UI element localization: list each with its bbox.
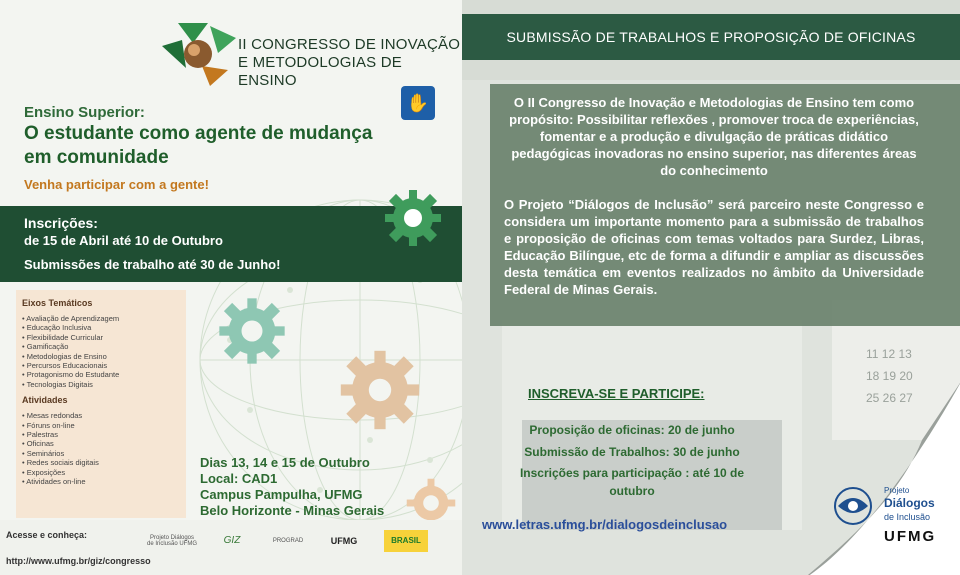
paragraph-project: O Projeto “Diálogos de Inclusão” será parceiro neste Congresso e considera um importante momento para a submissão de trabalhos e proposição de oficinas com temas voltados para Surdez, Libras, Educação Bilíngue, etc de forma a difundir e ampliar as discussões desta temática em eventos realizados no âmbito da Universidade Federal de Minas Gerais.	[504, 197, 924, 297]
projeto-subname: de Inclusão	[884, 512, 931, 522]
themes-activities-box	[16, 290, 186, 518]
left-poster	[0, 0, 462, 575]
eixos-list	[22, 314, 180, 389]
partner-logo-ufmg: UFMG	[330, 536, 358, 546]
eixos-title: Eixos Temáticos	[22, 298, 93, 308]
congress-link[interactable]: http://www.ufmg.br/giz/congresso	[6, 556, 151, 566]
congress-title-line2: E METODOLOGIAS DE ENSINO	[238, 54, 402, 89]
headline: O estudante como agente de mudança em comunidade	[24, 123, 373, 168]
list-item: • Oficinas	[22, 439, 180, 448]
list-item: • Gamificação	[22, 342, 180, 351]
inscricoes-dates: de 15 de Abril até 10 de Outubro	[24, 233, 223, 248]
gear-icon	[217, 296, 287, 366]
list-item: • Mesas redondas	[22, 411, 180, 420]
partner-logo-brasil: BRASIL	[384, 530, 428, 552]
congress-title-line1: II CONGRESSO DE INOVAÇÃO	[238, 36, 461, 53]
inscricoes-title: Inscrições:	[24, 215, 98, 231]
projeto-label: Projeto	[884, 486, 910, 495]
submissoes-deadline: Submissões de trabalho até 30 de Junho!	[24, 257, 281, 272]
list-item: • Redes sociais digitais	[22, 458, 180, 467]
subtitle: Ensino Superior:	[24, 104, 145, 121]
partner-logo-giz: GIZ	[223, 535, 241, 546]
gear-icon	[383, 188, 443, 248]
right-poster	[462, 0, 960, 575]
acesse-label: Acesse e conheça:	[6, 530, 88, 540]
list-item: • Tecnologias Digitais	[22, 380, 180, 389]
left-footer	[0, 520, 462, 575]
event-city: Belo Horizonte - Minas Gerais	[200, 503, 385, 518]
list-item: • Metodologias de Ensino	[22, 352, 180, 361]
list-item: • Atividades on-line	[22, 477, 180, 486]
list-item: • Exposições	[22, 468, 180, 477]
atividades-list	[22, 411, 180, 486]
congress-logo	[158, 18, 240, 88]
list-item: • Avaliação de Aprendizagem	[22, 314, 180, 323]
partner-logo-dialogos: Projeto Diálogos de Inclusão UFMG	[146, 535, 198, 547]
event-info	[200, 455, 384, 519]
dialogos-link[interactable]: www.letras.ufmg.br/dialogosdeinclusao	[482, 517, 728, 532]
projeto-dialogos-logo	[826, 482, 950, 552]
list-item: • Fóruns on-line	[22, 421, 180, 430]
paragraph-purpose: O II Congresso de Inovação e Metodologias de Ensino tem como propósito: Possibilitar reflexões , promover troca de experiências, fomentar e a produção e divulgação de práticas didático pedagógicas inovadoras no ensino superior, nas diferentes áreas do conhecimento	[509, 95, 919, 178]
list-item: • Protagonismo do Estudante	[22, 370, 180, 379]
atividades-title: Atividades	[22, 395, 68, 406]
congress-title	[238, 36, 462, 90]
dialogos-emblem-icon	[826, 484, 880, 528]
list-item: • Flexibilidade Curricular	[22, 333, 180, 342]
ufmg-wordmark: UFMG	[884, 528, 937, 545]
list-item: • Palestras	[22, 430, 180, 439]
cta-oficinas: Proposição de oficinas: 20 de junho	[529, 423, 735, 437]
cta-inscricoes-line2: outubro	[609, 484, 655, 498]
list-item: • Percursos Educacionais	[22, 361, 180, 370]
libras-accessibility-icon: ✋	[401, 86, 435, 120]
event-dates: Dias 13, 14 e 15 de Outubro	[200, 455, 370, 470]
cta-inscricoes-line1: Inscrições para participação : até 10 de	[519, 466, 745, 480]
gear-icon	[338, 348, 422, 432]
right-header-title: SUBMISSÃO DE TRABALHOS E PROPOSIÇÃO DE OFICINAS	[506, 29, 916, 45]
projeto-name: Diálogos	[884, 496, 935, 510]
list-item: • Seminários	[22, 449, 180, 458]
list-item: • Educação Inclusiva	[22, 323, 180, 332]
svg-text:18 19 20: 18 19 20	[866, 369, 913, 383]
partner-logo-prograd: PROGRAD	[272, 538, 304, 544]
cta-title: INSCREVA-SE E PARTICIPE:	[528, 386, 705, 401]
invite-text: Venha participar com a gente!	[24, 177, 209, 192]
right-header	[462, 14, 960, 60]
svg-text:11 12 13: 11 12 13	[866, 347, 912, 361]
event-location: Local: CAD1	[200, 471, 278, 486]
event-campus: Campus Pampulha, UFMG	[200, 487, 363, 502]
cta-trabalhos: Submissão de Trabalhos: 30 de junho	[524, 445, 740, 459]
svg-text:25 26 27: 25 26 27	[866, 391, 913, 405]
